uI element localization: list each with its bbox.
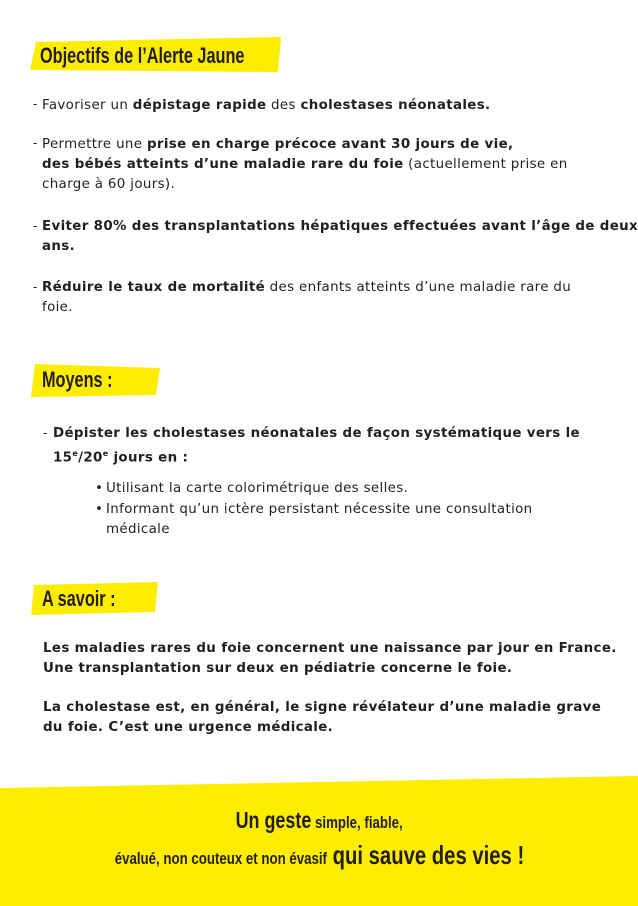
- asavoir-block-1: Les maladies rares du foie concernent une naissance par jour en France. Une transplantation sur deux en pédiatrie concerne le foie.: [43, 641, 617, 677]
- objectif-2: Permettre une prise en charge précoce avant 30 jours de vie, des bébés atteints d’une maladie rare du foie (actuellement prise en charge à 60 jours).: [42, 137, 568, 193]
- objectif-1: Favoriser un dépistage rapide des cholestases néonatales.: [42, 98, 491, 113]
- section-title-moyens: Moyens :: [42, 367, 113, 392]
- dash-marker: -: [33, 136, 38, 150]
- section-title-asavoir: A savoir :: [42, 586, 116, 611]
- dash-marker: -: [33, 219, 38, 233]
- asavoir-block-2: La cholestase est, en général, le signe révélateur d’une maladie grave du foie. C’est une urgence médicale.: [43, 700, 602, 736]
- dash-marker: -: [33, 97, 38, 111]
- objectif-4: Réduire le taux de mortalité des enfants atteints d’une maladie rare du foie.: [42, 280, 572, 316]
- moyens-bullet-2: Informant qu’un ictère persistant nécessite une consultation médicale: [106, 502, 533, 538]
- footer-line-2: évalué, non couteux et non évasif qui sauve des vies !: [114, 840, 524, 870]
- section-title-objectifs: Objectifs de l’Alerte Jaune: [40, 43, 245, 68]
- footer-banner: [0, 776, 638, 906]
- bullet-marker: •: [95, 481, 104, 496]
- objectif-3: Eviter 80% des transplantations hépatiques effectuées avant l’âge de deux ans.: [42, 219, 638, 255]
- footer-line-1: Un geste simple, fiable,: [235, 807, 403, 833]
- moyens-intro: Dépister les cholestases néonatales de façon systématique vers le 15e/20e jours en :: [53, 426, 580, 466]
- section-title-highlight: [31, 360, 161, 398]
- bullet-marker: •: [95, 502, 104, 517]
- dash-marker: -: [43, 426, 48, 440]
- section-title-highlight: [30, 36, 282, 74]
- section-title-highlight: [31, 579, 159, 617]
- dash-marker: -: [33, 280, 38, 294]
- moyens-bullet-1: Utilisant la carte colorimétrique des selles.: [106, 481, 409, 496]
